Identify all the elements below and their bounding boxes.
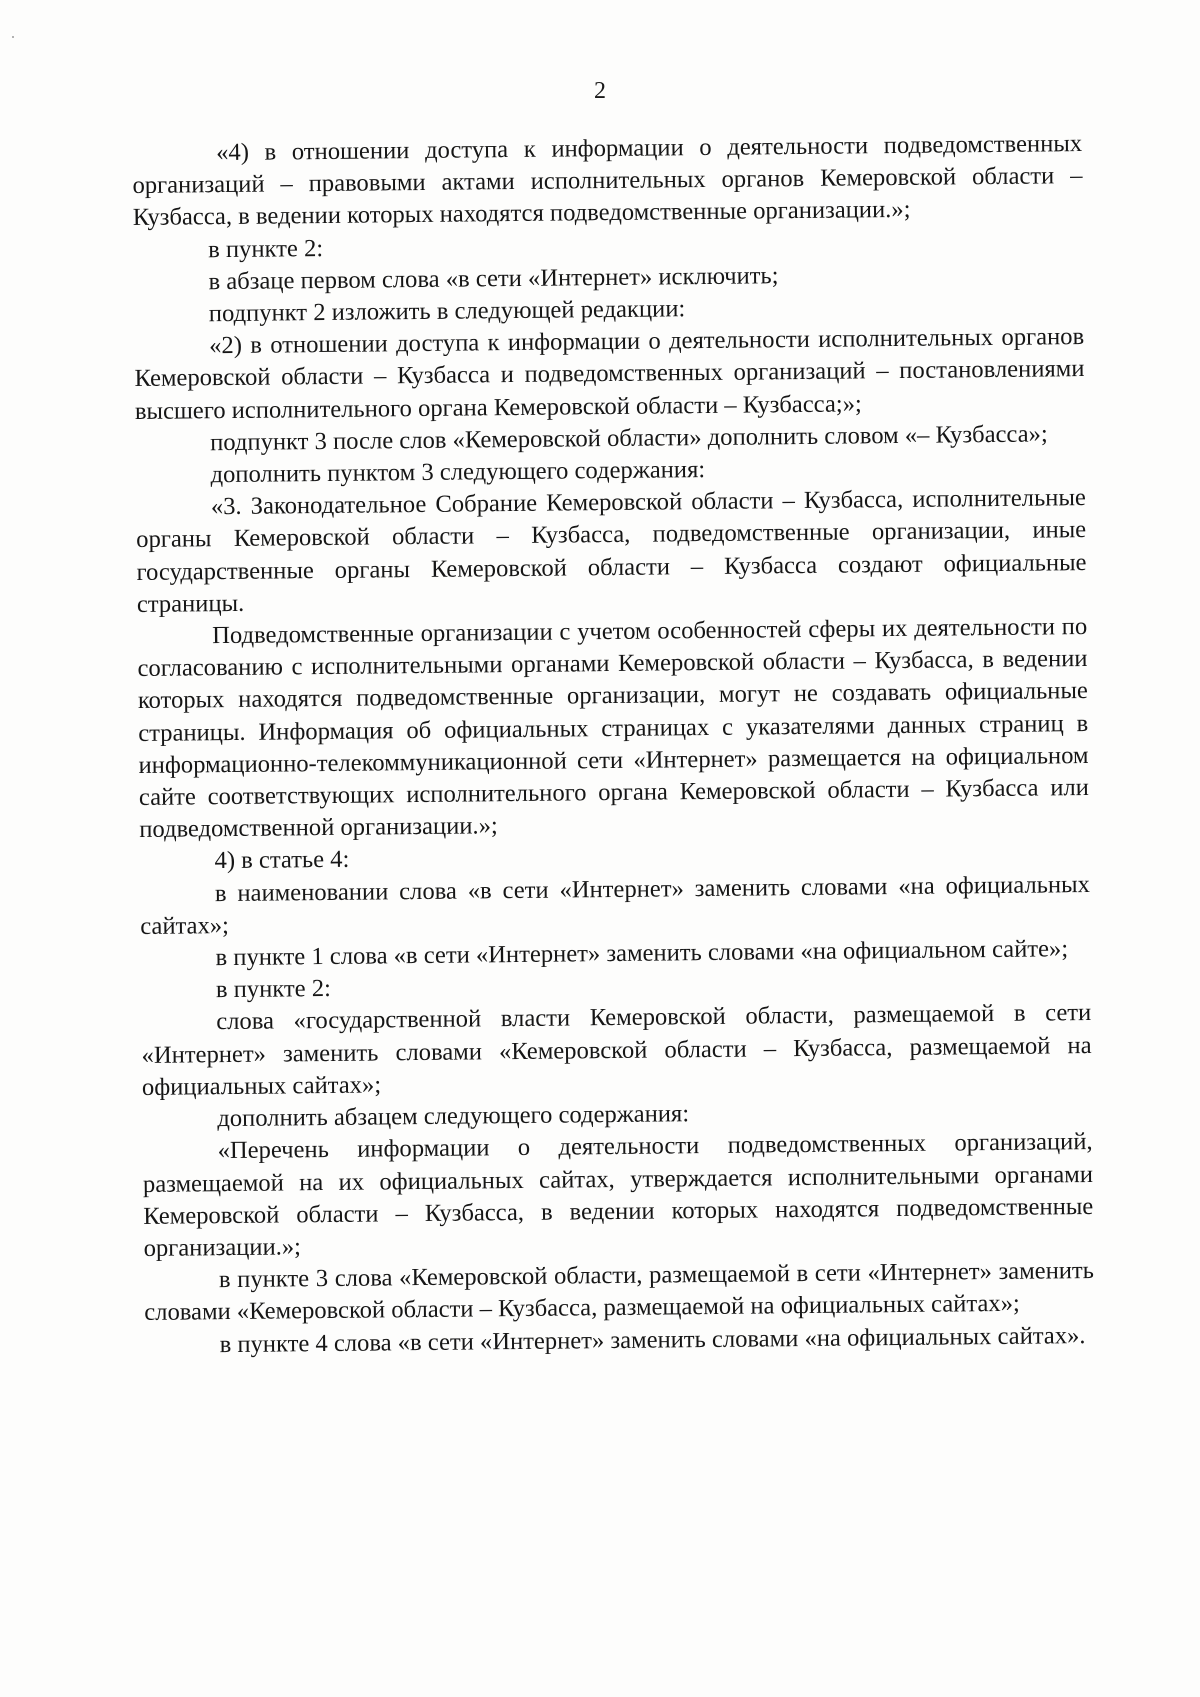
document-body	[132, 128, 1095, 1362]
paragraph-subitem-3: подпункт 3 после слов «Кемеровской области» дополнить словом «– Кузбасса»;	[210, 420, 1048, 457]
paragraph-list-of-information: «Перечень информации о деятельности подведомственных организаций, размещаемой на их официальных сайтах, утверждается исполнительными органами Кемеровской области – Кузбасса, в ведении которых находятся подведомственные организации.»;	[142, 1128, 1094, 1262]
scan-speck	[12, 36, 14, 38]
paragraph-article-4-point-1: в пункте 1 слова «в сети «Интернет» заменить словами «на официальном сайте»;	[215, 935, 1069, 972]
paragraph-article-4-point-4: в пункте 4 слова «в сети «Интернет» заменить словами «на официальных сайтах».	[219, 1321, 1086, 1358]
paragraph-article-4-point-2: в пункте 2:	[215, 975, 332, 1004]
paragraph-first-abzats: в абзаце первом слова «в сети «Интернет» исключить;	[208, 262, 779, 296]
paragraph-article-4-point-2-words: слова «государственной власти Кемеровской области, размещаемой в сети «Интернет» заменить словами «Кемеровской области – Кузбасса, размещаемой на официальных сайтах»;	[141, 999, 1092, 1101]
paragraph-add-abzats: дополнить абзацем следующего содержания:	[217, 1100, 690, 1133]
paragraph-article-4: 4) в статье 4:	[214, 846, 350, 875]
paragraph-article-4-point-3: в пункте 3 слова «Кемеровской области, размещаемой в сети «Интернет» заменить словами «Кемеровской области – Кузбасса, размещаемой на официальных сайтах»;	[144, 1257, 1095, 1327]
paragraph-point-2: в пункте 2:	[208, 234, 324, 263]
paragraph-article-4-title: в наименовании слова «в сети «Интернет» заменить словами «на официальных сайтах»;	[140, 870, 1091, 940]
paragraph-subordinate-organizations: Подведомственные организации с учетом особенностей сферы их деятельности по согласованию с исполнительными органами Кемеровской области – Кузбасса, в ведении которых находятся подведомственные организации, могут не создавать официальные страницы. Информация об официальных страницах с указателями данных страниц в информационно-телекоммуникационной сети «Интернет» размещается на официальном сайте соответствующих исполнительного органа Кемеровской области – Кузбасса или подведомственной организации.»;	[137, 613, 1089, 844]
paragraph-subitem-2-new-edition: подпункт 2 изложить в следующей редакции:	[208, 295, 686, 328]
paragraph-subitem-4-access: «4) в отношении доступа к информации о деятельности подведомственных организаций – правовыми актами исполнительных органов Кемеровской области – Кузбасса, в ведении которых находятся подведомственные организации.»;	[132, 130, 1083, 232]
paragraph-subitem-2-text: «2) в отношении доступа к информации о деятельности исполнительных органов Кемеровской области – Кузбасса и подведомственных организаций – постановлениями высшего исполнительного органа Кемеровской области – Кузбасса;»;	[134, 323, 1085, 425]
page-number: 2	[594, 78, 606, 104]
paragraph-add-point-3: дополнить пунктом 3 следующего содержания:	[210, 456, 706, 489]
paragraph-point-3-text: «3. Законодательное Собрание Кемеровской области – Кузбасса, исполнительные органы Кемеровской области – Кузбасса, подведомственные организации, иные государственные органы Кемеровской области – Кузбасса создают официальные страницы.	[136, 484, 1087, 618]
